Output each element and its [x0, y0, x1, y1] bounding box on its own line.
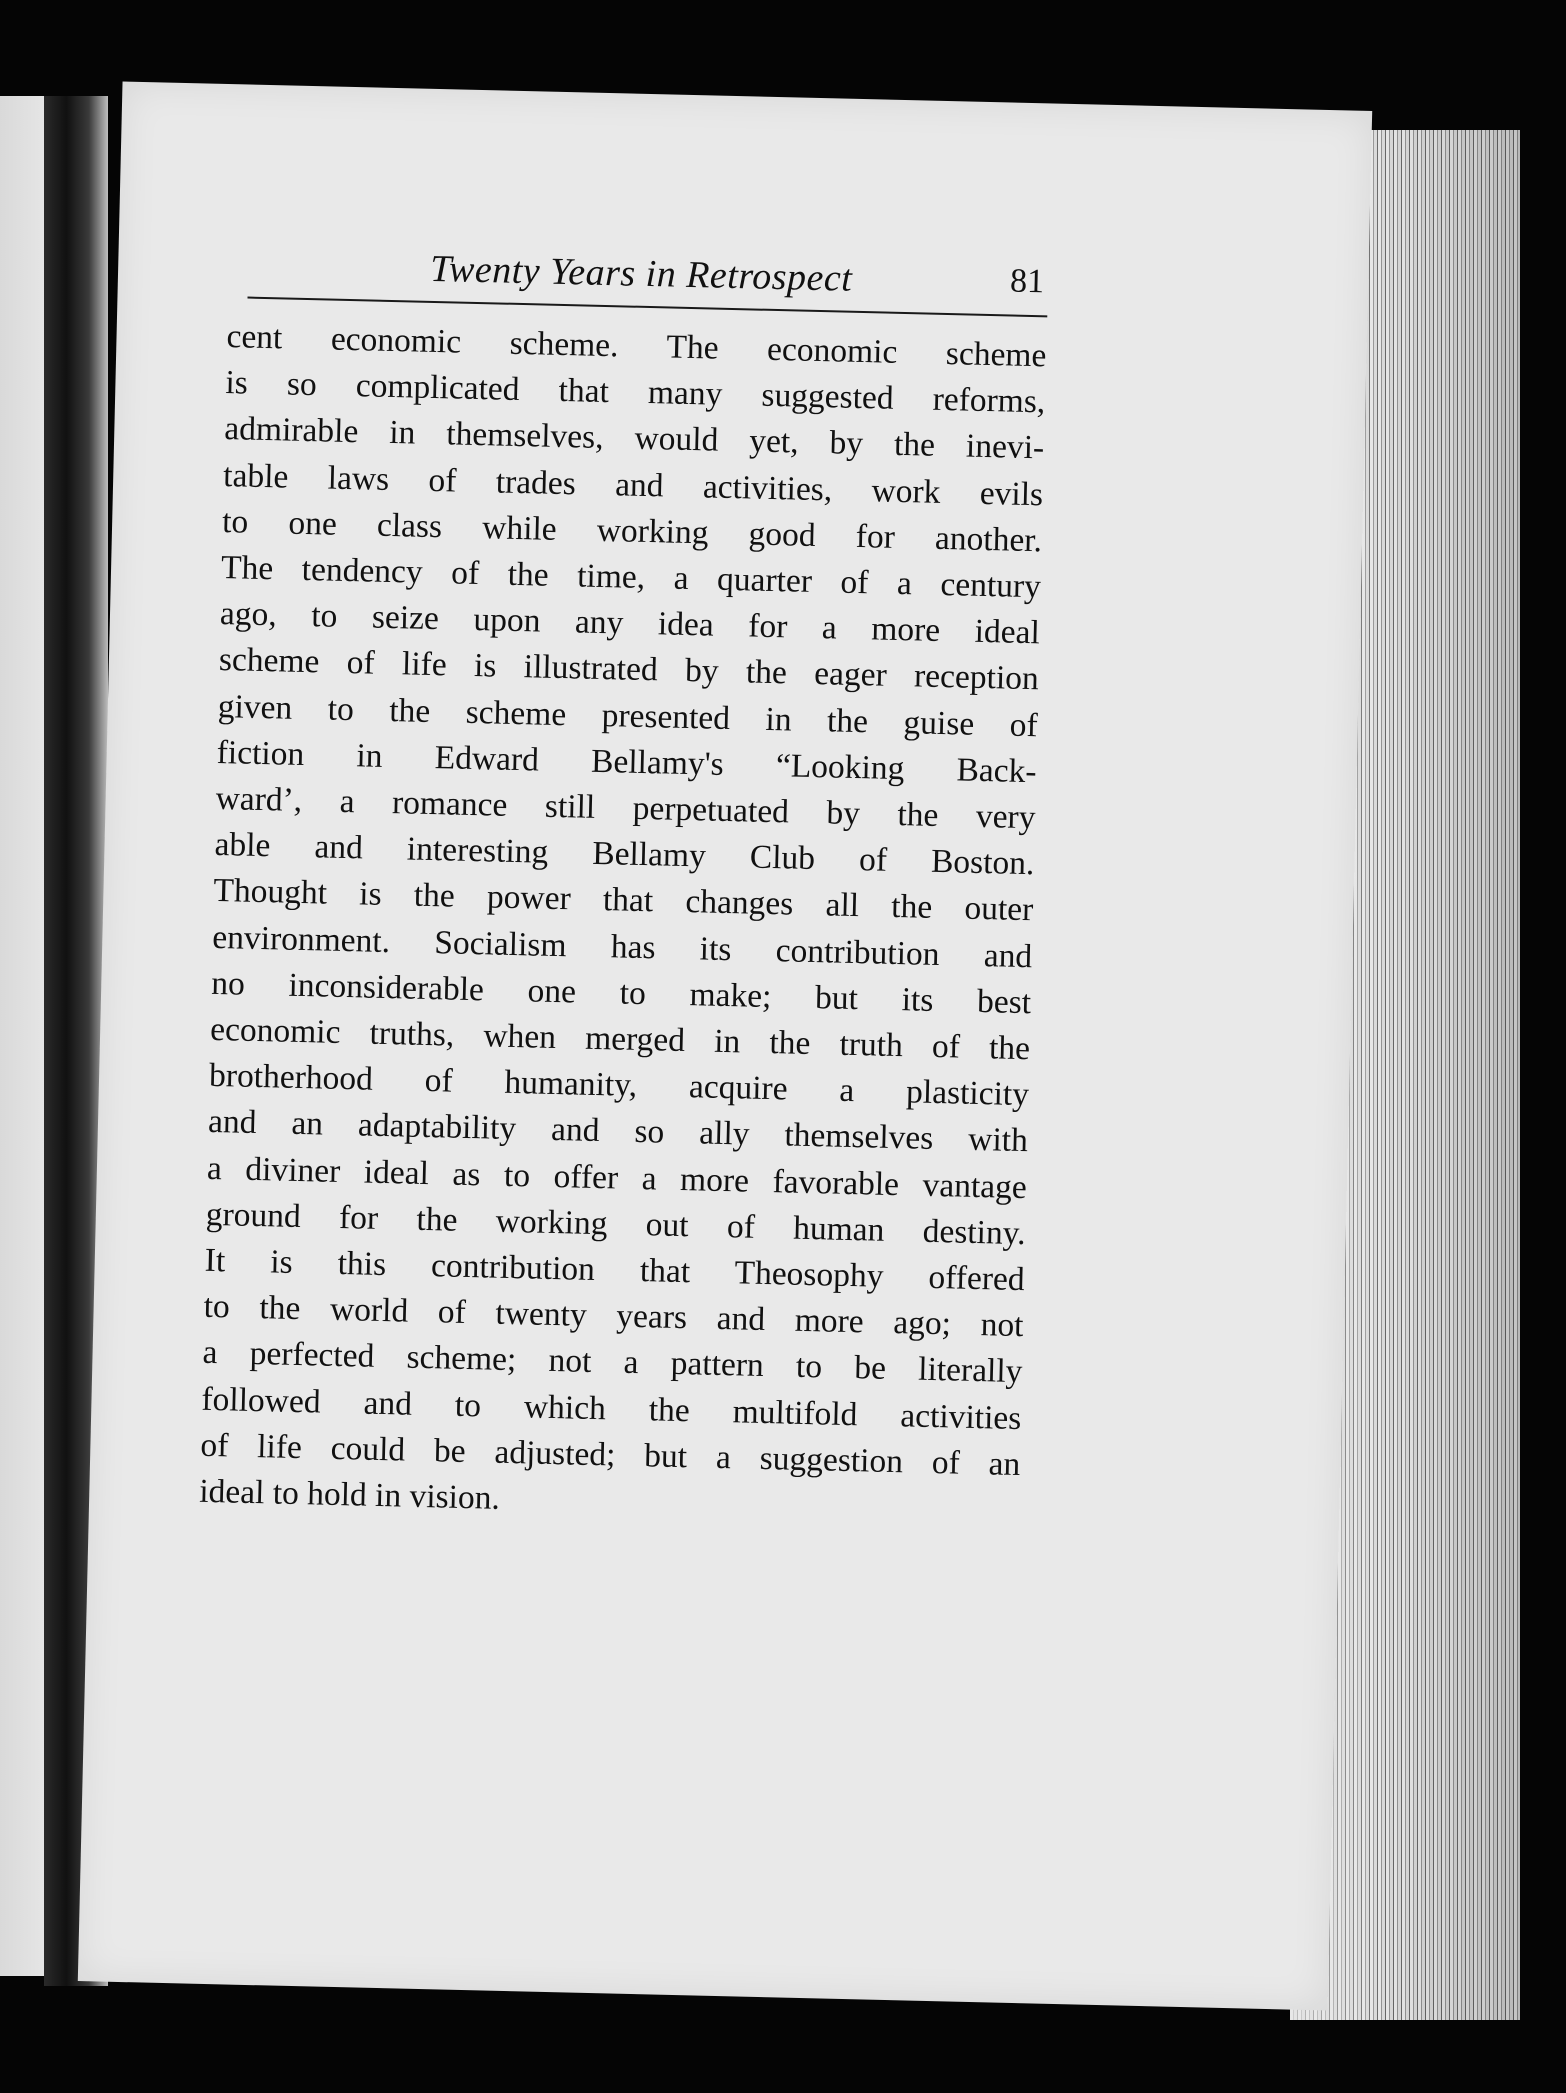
text-line: ago, to seize upon any idea for a more ideal [219, 595, 1041, 652]
text-line-last: ideal to hold in vision. [198, 1472, 501, 1517]
text-line: a perfected scheme; not a pattern to be literally [202, 1334, 1023, 1391]
text-line: followed and to which the multifold activities [201, 1380, 1022, 1437]
text-line: a diviner ideal as to offer a more favorable vantage [206, 1149, 1028, 1206]
text-line: table laws of trades and activities, work evils [222, 456, 1044, 513]
text-line: given to the scheme presented in the guise of [217, 687, 1039, 744]
text-line: The tendency of the time, a quarter of a century [220, 549, 1042, 606]
book-page [78, 82, 1372, 2011]
text-line: to the world of twenty years and more ago; not [203, 1288, 1024, 1345]
text-line: cent economic scheme. The economic scheme [226, 318, 1047, 375]
text-line: economic truths, when merged in the truth of the [209, 1010, 1031, 1068]
text-line: ward’, a romance still perpetuated by the very [215, 779, 1036, 837]
text-line: Thought is the power that changes all the outer [213, 872, 1034, 929]
running-title: Twenty Years in Retrospect [429, 247, 853, 300]
text-line: brotherhood of humanity, acquire a plasticity [208, 1057, 1030, 1114]
text-line: is so complicated that many suggested reforms, [225, 364, 1046, 421]
body-text [199, 314, 1047, 1534]
text-line: of life could be adjusted; but a suggestion of an [200, 1426, 1021, 1483]
text-line: to one class while working good for another. [221, 502, 1043, 560]
page-number: 81 [1009, 262, 1045, 301]
text-line: fiction in Edward Bellamy's “Looking Back- [216, 733, 1037, 791]
text-line: ground for the working out of human destiny. [205, 1195, 1027, 1252]
text-line: It is this contribution that Theosophy offered [204, 1241, 1026, 1299]
text-line: environment. Socialism has its contribution and [211, 918, 1033, 975]
text-line: admirable in themselves, would yet, by the inevi- [223, 410, 1045, 467]
text-line: and an adaptability and so ally themselves with [207, 1103, 1029, 1160]
text-line: scheme of life is illustrated by the eager reception [218, 641, 1040, 698]
text-line: able and interesting Bellamy Club of Boston. [214, 826, 1035, 883]
text-line: no inconsiderable one to make; but its best [210, 964, 1032, 1022]
